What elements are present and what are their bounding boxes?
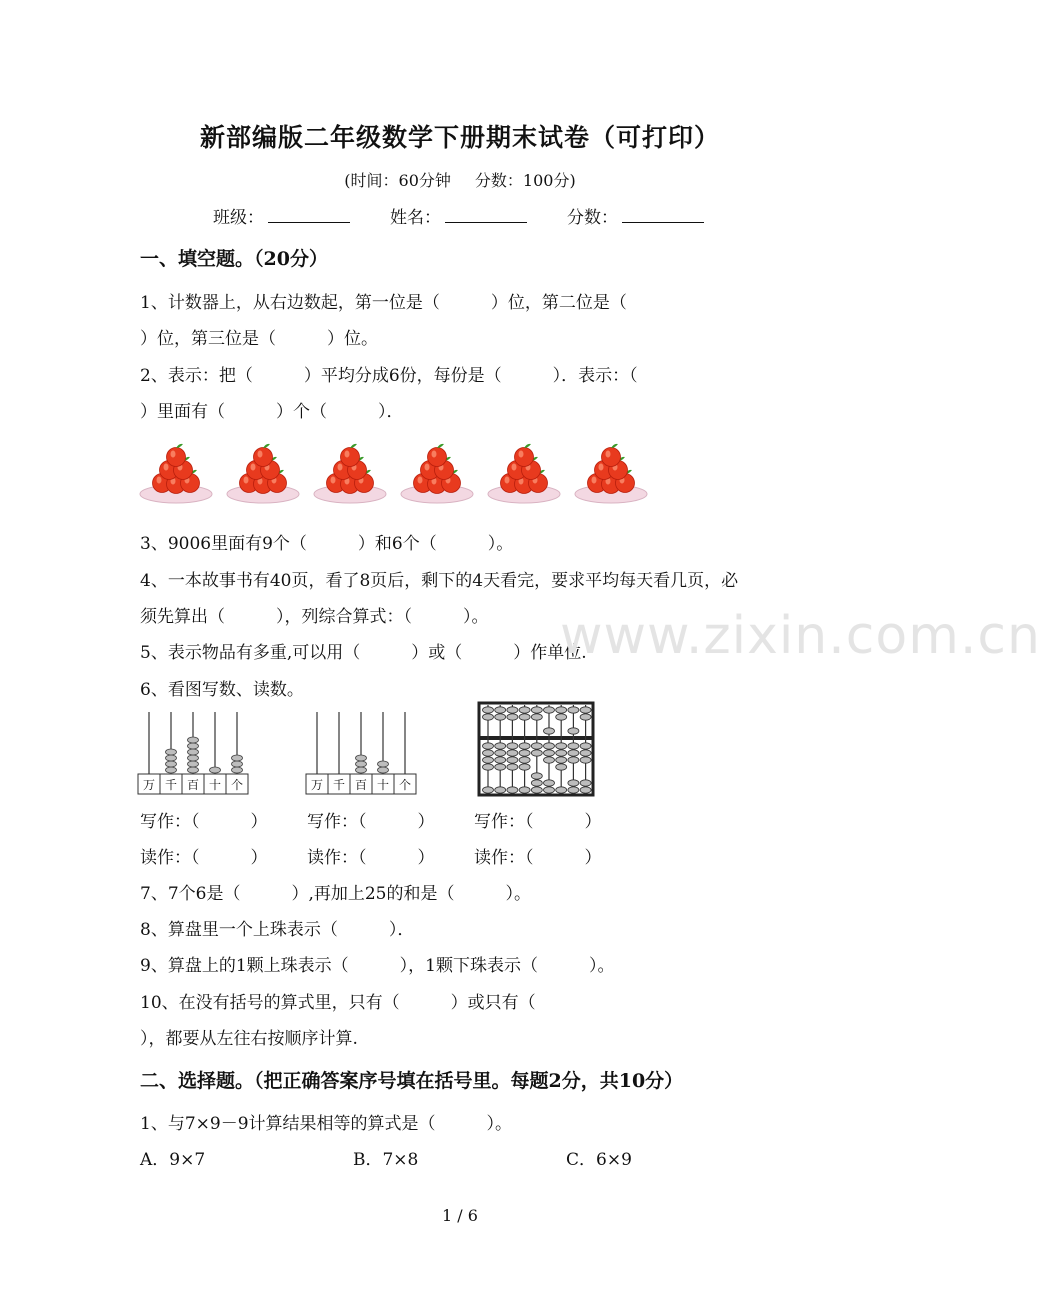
abacus-lower-bead [556, 743, 567, 749]
abacus-lower-bead [507, 787, 518, 793]
abacus-beam [479, 736, 593, 740]
q5-line: 5、表示物品有多重,可以用（ ）或（ ）作单位. [140, 643, 587, 663]
score-blank[interactable] [622, 206, 704, 223]
counter-bead [166, 755, 177, 761]
abacus-lower-bead [568, 780, 579, 786]
q9-line: 9、算盘上的1颗上珠表示（ ），1颗下珠表示（ ）。 [140, 956, 615, 976]
abacus-lower-bead [580, 787, 591, 793]
apple-plates-figure [140, 438, 680, 510]
abacus-lower-bead [531, 780, 542, 786]
counter-label: 万 [142, 778, 156, 792]
abacus-upper-bead [483, 714, 494, 720]
abacus-lower-bead [507, 750, 518, 756]
apple-icon [428, 444, 447, 467]
abacus-lower-bead [519, 743, 530, 749]
counter-bead [378, 761, 389, 767]
counter-label: 千 [332, 778, 346, 792]
abacus-upper-bead [495, 707, 506, 713]
counter-bead [166, 767, 177, 773]
option-a[interactable]: A．9×7 [140, 1150, 206, 1170]
abacus-lower-bead [568, 750, 579, 756]
abacus-lower-bead [580, 757, 591, 763]
q8-line: 8、算盘里一个上珠表示（ ）． [140, 920, 415, 940]
abacus-upper-bead [531, 714, 542, 720]
abacus-lower-bead [544, 780, 555, 786]
abacus-lower-bead [580, 780, 591, 786]
name-blank[interactable] [445, 206, 527, 223]
option-b[interactable]: B．7×8 [353, 1150, 419, 1170]
abacus-upper-bead [519, 707, 530, 713]
q4-line1: 4、一本故事书有40页，看了8页后，剩下的4天看完，要求平均每天看几页，必 [140, 571, 739, 591]
apple-icon [515, 444, 534, 467]
abacus-upper-bead [544, 707, 555, 713]
abacus-lower-bead [507, 764, 518, 770]
counter-label: 十 [376, 778, 390, 792]
abacus-upper-bead [556, 707, 567, 713]
counter-bead [188, 761, 199, 767]
abacus-lower-bead [544, 743, 555, 749]
abacus-upper-bead [568, 728, 579, 734]
abacus-lower-bead [556, 750, 567, 756]
s2-q1-line: 1、与7×9－9计算结果相等的算式是（ ）。 [140, 1114, 513, 1134]
abacus-upper-bead [507, 714, 518, 720]
abacus-upper-bead [507, 707, 518, 713]
counter-bead [356, 761, 367, 767]
abacus-upper-bead [531, 707, 542, 713]
abacus-lower-bead [495, 764, 506, 770]
abacus-lower-bead [483, 757, 494, 763]
name-label: 姓名： [390, 208, 441, 228]
apple-plate [401, 444, 473, 503]
abacus-lower-bead [483, 750, 494, 756]
name-field [390, 203, 527, 228]
counter-bead [232, 755, 243, 761]
abacus-lower-bead [495, 750, 506, 756]
counter-bead [188, 743, 199, 749]
score-total-text: 分数：100分) [474, 171, 576, 190]
abacus-lower-bead [531, 743, 542, 749]
score-label: 分数： [567, 208, 618, 228]
abacus-upper-bead [495, 714, 506, 720]
apple-icon [254, 444, 273, 467]
abacus-upper-bead [544, 728, 555, 734]
abacus-lower-bead [531, 787, 542, 793]
q2-line1: 2、表示：把（ ）平均分成6份，每份是（ ）．表示：（ [140, 366, 638, 386]
counter-bead [356, 755, 367, 761]
abacus-lower-bead [483, 743, 494, 749]
abacus-upper-bead [519, 714, 530, 720]
abacus-lower-bead [556, 757, 567, 763]
write-answer-2: 写作：（ ） [307, 812, 435, 832]
q4-line2: 须先算出（ ），列综合算式：（ ）。 [140, 607, 489, 627]
abacus-upper-bead [556, 714, 567, 720]
abacus-lower-bead [519, 757, 530, 763]
abacus-lower-bead [556, 764, 567, 770]
counter-bead [166, 749, 177, 755]
apple-plate [140, 444, 212, 503]
apple-icon [602, 444, 621, 467]
q1-line2: ）位，第三位是（ ）位。 [140, 329, 378, 349]
abacus-lower-bead [531, 773, 542, 779]
abacus-lower-bead [519, 750, 530, 756]
counter-bead [188, 749, 199, 755]
abacus-lower-bead [568, 743, 579, 749]
counting-frame-2 [306, 708, 420, 798]
abacus-lower-bead [507, 743, 518, 749]
abacus-upper-bead [568, 707, 579, 713]
abacus-upper-bead [580, 714, 591, 720]
write-answer-3: 写作：（ ） [474, 812, 602, 832]
abacus-lower-bead [531, 750, 542, 756]
option-c[interactable]: C．6×9 [566, 1150, 632, 1170]
q7-line: 7、7个6是（ ）,再加上25的和是（ ）。 [140, 884, 531, 904]
apple-icon [167, 444, 186, 467]
counter-label: 百 [354, 778, 368, 792]
counter-bead [356, 767, 367, 773]
q10-line2: ），都要从左往右按顺序计算. [140, 1029, 358, 1049]
abacus-lower-bead [568, 787, 579, 793]
score-field [567, 203, 704, 228]
counter-label: 个 [230, 778, 244, 792]
counter-bead [188, 755, 199, 761]
abacus-lower-bead [568, 757, 579, 763]
section1-heading: 一、填空题。（20分） [140, 248, 328, 270]
apple-plate [575, 444, 647, 503]
abacus-lower-bead [519, 764, 530, 770]
section2-heading: 二、选择题。（把正确答案序号填在括号里。每题2分，共10分） [140, 1070, 684, 1092]
abacus-lower-bead [544, 787, 555, 793]
q1-line1: 1、计数器上，从右边数起，第一位是（ ）位，第二位是（ [140, 293, 627, 313]
counter-bead [232, 767, 243, 773]
counting-frame-1 [138, 708, 252, 798]
page-title: 新部编版二年级数学下册期末试卷（可打印） [199, 123, 720, 152]
counter-bead [210, 767, 221, 773]
watermark: www.zixin.com.cn [560, 606, 1041, 666]
q2-line2: ）里面有（ ）个（ ）． [140, 402, 404, 422]
abacus-lower-bead [495, 787, 506, 793]
abacus-lower-bead [519, 787, 530, 793]
abacus-figure [478, 702, 594, 796]
counter-label: 百 [186, 778, 200, 792]
counter-bead [188, 737, 199, 743]
apple-plate [488, 444, 560, 503]
read-answer-1: 读作：（ ） [140, 848, 268, 868]
abacus-lower-bead [556, 787, 567, 793]
counter-bead [232, 761, 243, 767]
abacus-lower-bead [495, 743, 506, 749]
write-answer-1: 写作：（ ） [140, 812, 268, 832]
counter-label: 万 [310, 778, 324, 792]
counter-bead [188, 767, 199, 773]
read-answer-2: 读作：（ ） [307, 848, 435, 868]
abacus-upper-bead [483, 707, 494, 713]
apple-icon [341, 444, 360, 467]
abacus-upper-bead [580, 707, 591, 713]
counter-label: 十 [208, 778, 222, 792]
counter-bead [166, 761, 177, 767]
counter-label: 个 [398, 778, 412, 792]
class-label: 班级： [213, 208, 264, 228]
exam-subtitle [0, 168, 920, 191]
abacus-lower-bead [507, 757, 518, 763]
apple-plate [314, 444, 386, 503]
abacus-lower-bead [580, 750, 591, 756]
class-field [213, 203, 350, 228]
abacus-lower-bead [544, 757, 555, 763]
counter-label: 千 [164, 778, 178, 792]
counter-bead [378, 767, 389, 773]
abacus-lower-bead [483, 764, 494, 770]
q6-line: 6、看图写数、读数。 [140, 680, 304, 700]
q10-line1: 10、在没有括号的算式里，只有（ ）或只有（ [140, 993, 536, 1013]
abacus-lower-bead [580, 743, 591, 749]
apple-plate [227, 444, 299, 503]
read-answer-3: 读作：（ ） [474, 848, 602, 868]
time-text: (时间：60分钟 [344, 171, 451, 190]
abacus-lower-bead [544, 750, 555, 756]
abacus-lower-bead [495, 757, 506, 763]
abacus-lower-bead [483, 787, 494, 793]
q3-line: 3、9006里面有9个（ ）和6个（ ）。 [140, 534, 514, 554]
page-number: 1 / 6 [442, 1206, 478, 1225]
class-blank[interactable] [268, 206, 350, 223]
